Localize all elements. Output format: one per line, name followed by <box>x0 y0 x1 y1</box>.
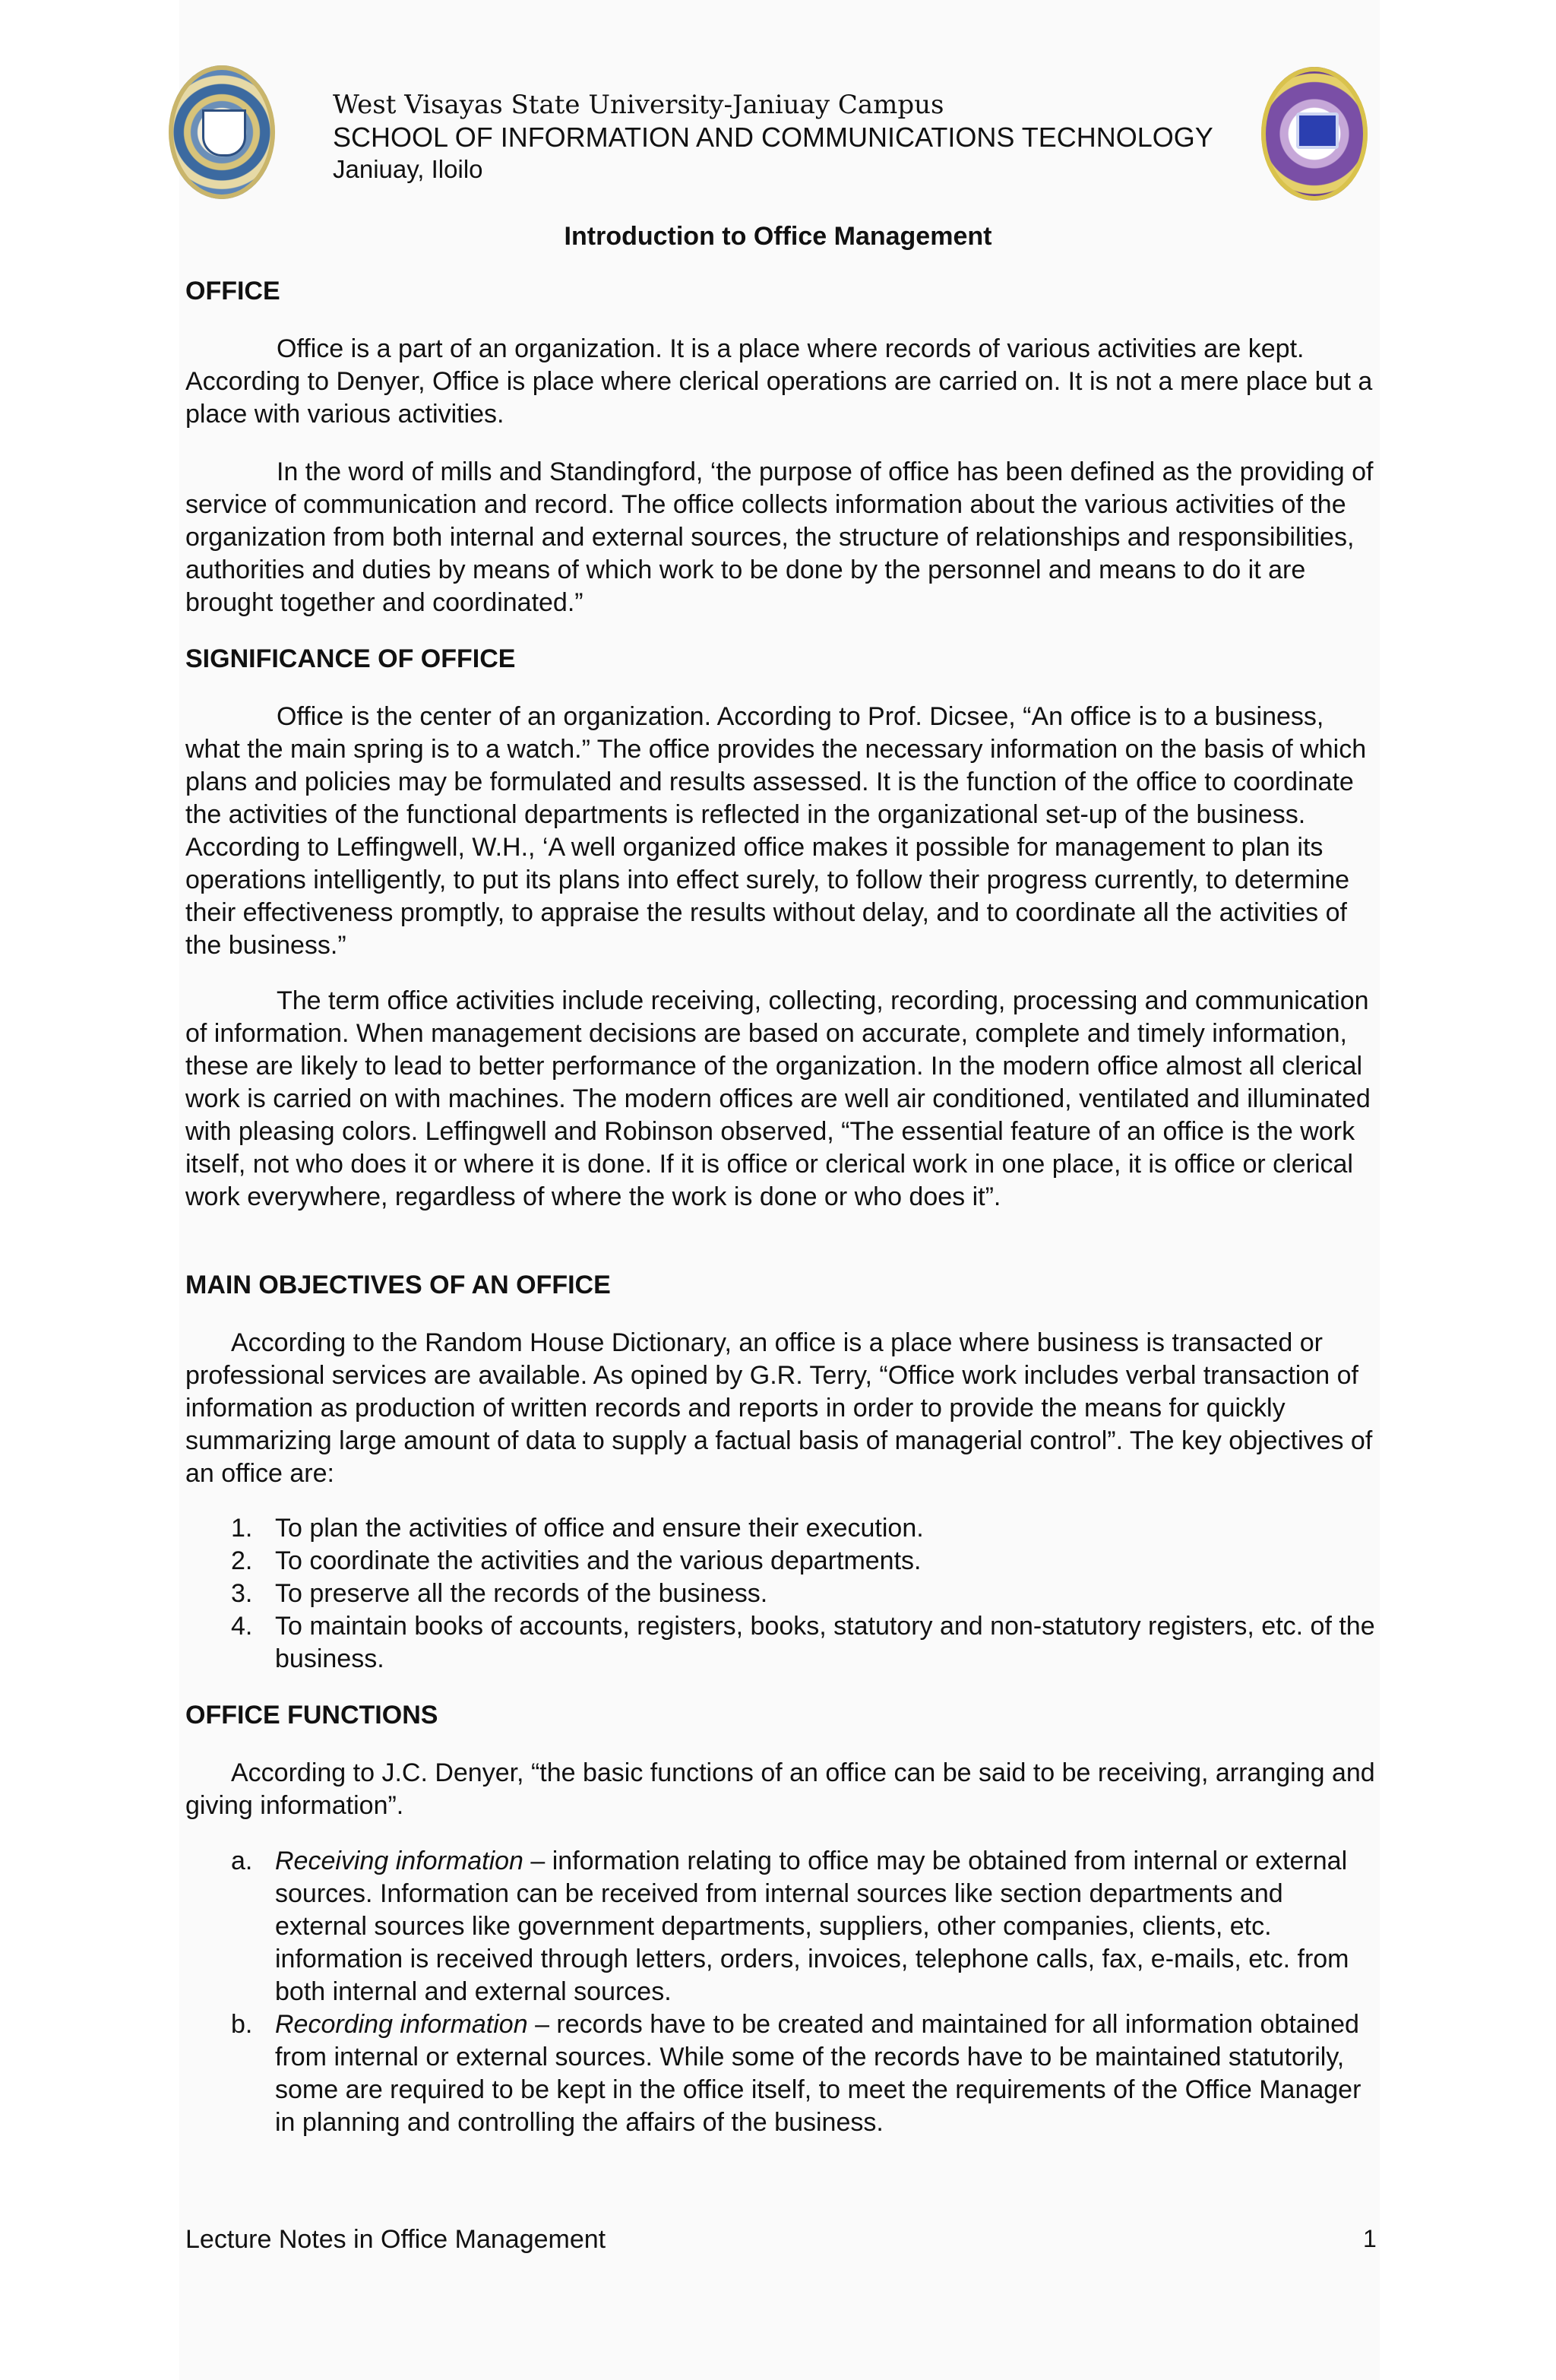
footer-page-number: 1 <box>1363 2225 1377 2252</box>
section-objectives <box>185 1269 1378 1302</box>
heading-objectives: MAIN OBJECTIVES OF AN OFFICE <box>185 1271 611 1299</box>
significance-paragraph-1: Office is the center of an organization. According to Prof. Dicsee, “An office is to a business, what the main spring is to a watch.” The office provides the necessary information on the basis of which plans and policies may be formulated and results assessed. It is the function of the office to coordinate the activities of the functional departments is reflected in the organizational set-up of the business. According to Leffingwell, W.H., ‘A well organized office makes it possible for management to plan its operations intelligently, to put its plans into effect surely, to follow their progress currently, to determine their effectiveness promptly, to appraise the results without delay, and to coordinate all the activities of the business.” <box>185 702 1367 960</box>
document-title: Introduction to Office Management <box>564 222 992 251</box>
list-item-text: To plan the activities of office and ensure their execution. <box>275 1514 924 1543</box>
list-item-text: – information relating to office may be obtained from internal or external sources. Information can be received from internal sources like section departments and external sources like government departments, suppliers, other companies, clients, etc. information is received through letters, orders, invoices, telephone calls, fax, e-mails, etc. from both internal and external sources. <box>275 1847 1349 2006</box>
objectives-list-block <box>185 1512 1378 1676</box>
list-item <box>185 1512 1378 1545</box>
objectives-paragraph-block <box>185 1327 1378 1490</box>
section-functions <box>185 1699 1378 1732</box>
list-item-text: To maintain books of accounts, registers, books, statutory and non-statutory registers, etc. of the business. <box>275 1612 1375 1673</box>
functions-list-block <box>185 1845 1378 2139</box>
section-office <box>185 275 1378 308</box>
list-letter: b. <box>231 2010 253 2039</box>
significance-paragraph-2: The term office activities include receiving, collecting, recording, processing and communication of information. When management decisions are based on accurate, complete and timely information, these are likely to lead to better performance of the organization. In the modern office almost all clerical work is carried on with machines. The modern offices are well air conditioned, ventilated and illuminated with pleasing colors. Leffingwell and Robinson observed, “The essential feature of an office is the work itself, not who does it or where it is done. If it is office or clerical work in one place, it is office or clerical work everywhere, regardless of where the work is done or who does it”. <box>185 986 1371 1211</box>
functions-list <box>185 1845 1378 2139</box>
functions-paragraph-block <box>185 1757 1378 1822</box>
list-item <box>185 1578 1378 1610</box>
header-school: SCHOOL OF INFORMATION AND COMMUNICATIONS TECHNOLOGY <box>333 122 1213 153</box>
school-ict-seal-logo <box>1261 67 1368 201</box>
list-item <box>185 1610 1378 1676</box>
list-item-text: To coordinate the activities and the various departments. <box>275 1546 922 1575</box>
university-seal-logo <box>169 65 275 199</box>
office-paragraph-1: Office is a part of an organization. It is a place where records of various activities are kept. According to Denyer, Office is place where clerical operations are carried on. It is not a mere place but a place with various activities. <box>185 334 1373 429</box>
list-number: 4. <box>231 1612 253 1641</box>
objectives-paragraph: According to the Random House Dictionary, an office is a place where business is transacted or professional services are available. As opined by G.R. Terry, “Office work includes verbal transaction of information as production of written records and reports in order to provide the means for quickly summarizing large amount of data to supply a factual basis of managerial control”. The key objectives of an office are: <box>185 1328 1373 1488</box>
heading-significance: SIGNIFICANCE OF OFFICE <box>185 644 516 673</box>
list-item <box>185 1845 1378 2008</box>
header-location: Janiuay, Iloilo <box>333 155 483 183</box>
list-item-text: To preserve all the records of the business. <box>275 1579 768 1608</box>
list-item-term: Receiving information <box>275 1847 523 1875</box>
header-university: West Visayas State University-Janiuay Campus <box>333 90 944 120</box>
office-paragraph-1-block <box>185 333 1378 431</box>
significance-paragraph-1-block <box>185 701 1378 962</box>
functions-paragraph: According to J.C. Denyer, “the basic functions of an office can be said to be receiving, arranging and giving information”. <box>185 1758 1375 1820</box>
heading-office: OFFICE <box>185 277 280 305</box>
list-item <box>185 1545 1378 1578</box>
list-item <box>185 2008 1378 2139</box>
section-significance <box>185 643 1378 676</box>
list-number: 1. <box>231 1514 253 1543</box>
list-number: 3. <box>231 1579 253 1608</box>
list-letter: a. <box>231 1847 253 1875</box>
list-item-term: Recording information <box>275 2010 528 2039</box>
office-paragraph-2-block <box>185 456 1378 619</box>
office-paragraph-2: In the word of mills and Standingford, ‘the purpose of office has been defined as the providing of service of communication and record. The office collects information about the various activities of the organization from both internal and external sources, the structure of relationships and responsibilities, authorities and duties by means of which work to be done by the personnel and means to do it are brought together and coordinated.” <box>185 457 1374 617</box>
list-number: 2. <box>231 1546 253 1575</box>
objectives-list <box>185 1512 1378 1676</box>
significance-paragraph-2-block <box>185 985 1378 1214</box>
heading-functions: OFFICE FUNCTIONS <box>185 1701 438 1730</box>
footer-course-title: Lecture Notes in Office Management <box>185 2225 606 2254</box>
list-item-text: – records have to be created and maintained for all information obtained from internal or external sources. While some of the records have to be maintained statutorily, some are required to be kept in the office itself, to meet the requirements of the Office Manager in planning and controlling the affairs of the business. <box>275 2010 1362 2137</box>
